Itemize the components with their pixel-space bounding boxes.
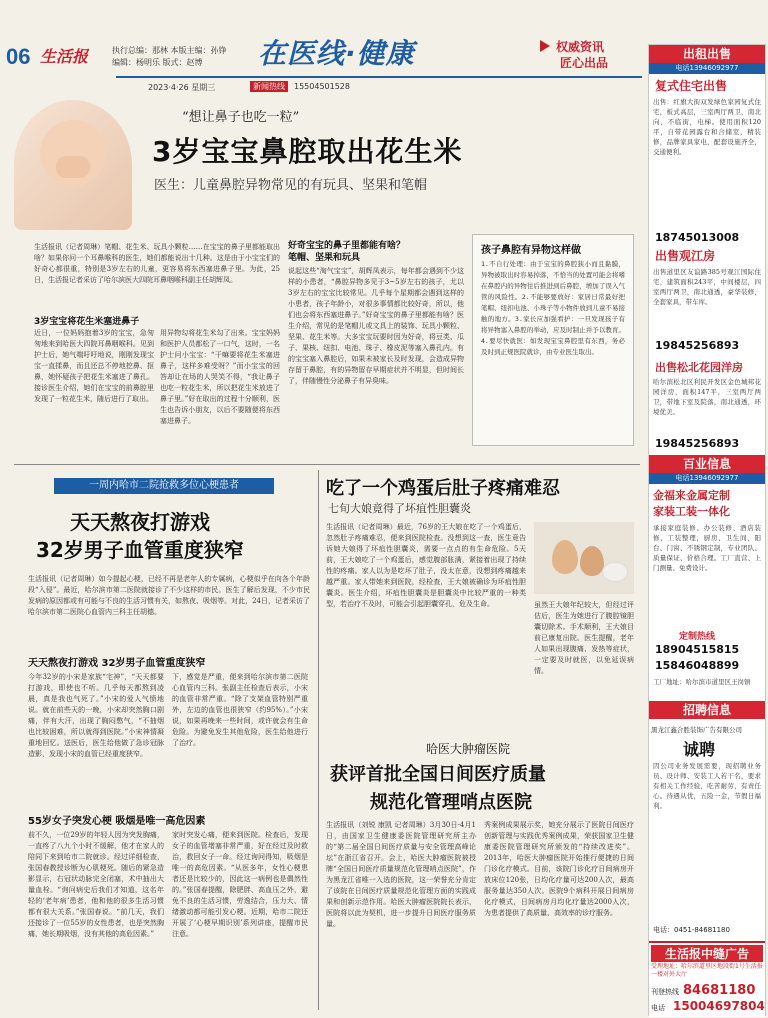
- story2-sub2: 55岁女子突发心梗 吸烟是唯一高危因素: [28, 816, 206, 827]
- divider-1: [14, 464, 640, 465]
- listing-1-title: 复式住宅出售: [655, 79, 728, 93]
- story1-q-title-1: 好奇宝宝的鼻子里都能有啥？: [288, 241, 406, 251]
- story2-body1: 今年32岁的小宋是家族“宅神”，“天天都要打游戏，即使也不听。几乎每天都熬到凌晨，真是我也气死了。”小宋的爱人气愤地说。就在前些天的一晚，小宋却突然胸口剧痛，伴有大汗，出现了胸闷憋气，“不抽烟也比较困难，所以就得到医院。”小宋神情凝重地回忆。送医后，医生给他做了急诊冠脉造影，发现小宋的血管已经重度狭窄。: [28, 673, 164, 758]
- story2-body2b: 家时突发心痛，便来到医院。检查后，发现女子的血管堵塞非常严重，好在经过及时救治，救回女子一命。经过询问得知，吸烟是唯一的高危因素。“从医多年，女性心梗患者还是比较少的，因此这一病例也是偶然性的。”张国春提醒，除肥胖、高血压之外，避免不良的生活习惯，劳逸结合，压力大、情绪激动都可能引发心梗。近期，哈市二院还开展了‘心梗早期识别’系列讲座，提醒市民注意。: [172, 831, 308, 938]
- business-phone-banner: 电话13946092977: [649, 473, 765, 484]
- story2-body2: 前不久，一位29岁的年轻人因为突发胸痛，一直疼了八九个小时不缓解，他才在家人的陪同下来到哈市二院就诊。经过详细检查，张国春教授诊断为心肌梗死。随后的紧急造影显示，右冠状动脉完全闭塞，术中抽出大量血栓。“询问病史后我们才知道，这名年轻的‘老年病’患者，他和他的很多生活习惯都有很大关系。”张国春说。“前几天，我们还接诊了一位55岁的女性患者，也是突然胸痛，她长期吸烟，没有其他的高危因素。”: [28, 831, 164, 938]
- story-tumor-hospital: [322, 736, 640, 1016]
- classifieds-column: [648, 44, 766, 1016]
- rent-sale-header: 出租出售: [649, 45, 765, 63]
- egg-yolk-icon: [602, 562, 628, 582]
- recruit-text: 因公司业务发展需要，现招聘业务员、设计师、安装工人若干名，要求有相关工作经验，吃苦耐劳，有责任心。待遇从优，五险一金，节假日福利。: [653, 762, 761, 810]
- child-hand: [56, 156, 90, 178]
- business-phone-1: 18904515815: [655, 643, 740, 656]
- story1-body2: 说起这些“淘气宝宝”，胡辉凤表示，每年都会遇到不少这样的小患者，“鼻腔异物多见于3~5岁左右的孩子，尤以3岁左右的宝宝比较常见。几乎每个星期都会遇到这样的小患者，孩子年龄小，对很多事情都比较好奇，所以，他们也会将东西塞进鼻子。”好奇宝宝的鼻子里都能有啥？医生介绍，常见的是笔帽儿或文具上的装饰、玩具小颗粒、坚果、花生米等。大多宝宝玩要时因为好奇，将豆类、瓜子、果核、纽扣、电池、珠子、橡皮泥等塞入鼻孔内。有的宝宝塞入鼻腔后，如果未被家长及时发现，会造成异物存留于鼻腔，有的异物留存早期症状并不明显，但时间长了，伴随慢性分泌鼻子有异臭味。: [288, 267, 464, 385]
- business-text: 承接家庭装修、办公装修、酒店装修、工装整理，厨房、卫生间、阳台、门窗、不锈钢定制，专业团队、质量保证、价格合理。工厂直营、上门测量、免费设计。: [653, 524, 761, 572]
- business-header: 百业信息: [649, 455, 765, 473]
- story1-body1b: 用异物勾将花生米勾了出来。宝宝妈妈和医护人员都松了一口气，这时，一名护士问小宝宝：“干嘛要将花生米塞进鼻子，这样多难受呀？”而小宝宝的回答却让在场的人哭笑不得，“我让鼻子也吃一粒花生米，所以把花生米放进了鼻子里。”好在取出的过程十分顺利，医生也告诉小朋友，以后不要随便将东西塞进鼻子。: [160, 329, 280, 425]
- story3-subhead: 七旬大娘竟得了坏疽性胆囊炎: [328, 502, 471, 515]
- slogan-line-2: 匠心出品: [560, 56, 609, 70]
- listing-1-phone: 18745013008: [655, 231, 740, 244]
- editors-line-1: 执行总编：那林 本版主编：孙铮: [112, 46, 227, 55]
- story1-headline: 3岁宝宝鼻腔取出花生米: [152, 135, 463, 168]
- egg-icon: [580, 546, 604, 576]
- business-address: 工厂地址：哈尔滨市道里区王岗镇: [653, 678, 751, 686]
- child-photo: [14, 100, 132, 230]
- story-heart-attack: [14, 468, 314, 1016]
- story1-body1: 近日，一位妈妈抱着3岁的宝宝，急匆匆地来到哈医大四院耳鼻咽喉科。见到护士后，她气喘吁吁地说，刚刚发现宝宝一直揉鼻，而且还总不停地挖鼻、抠鼻，她怀疑孩子把花生米塞进了鼻孔。接诊医生介绍，她们在宝宝的前鼻腔里发现了一粒花生米，随后进行了取出。: [34, 329, 154, 403]
- ad-phone-label-2: 电话: [651, 1004, 665, 1012]
- ad-address: 受理地址：哈尔滨道里区地段街1号生活报一楼对外大厅: [651, 963, 763, 978]
- listing-2-text: 出售道里区友谊路385号观江国际住宅，建筑面积243平，中间楼层，四室两厅两卫，南北通透，豪华装修，全套家具，带车库。: [653, 268, 761, 306]
- recruit-phone: 电话：0451-84681180: [653, 926, 730, 934]
- story1-kicker: “想让鼻子也吃一粒”: [182, 110, 300, 125]
- story3-body1: 生活报讯（记者周琳）最近，76岁的王大娘在吃了一个鸡蛋后，忽然肚子疼痛难忍，便来到医院检查。没想到这一查，医生竟告诉她大娘得了坏疽性胆囊炎，需要一点点的有生命危险。5天前，王大娘吃了一个鸡蛋后，感觉腹部胀满，紧接着出现了持续性的疼痛。家人以为是吃坏了肚子，没太在意，没想到疼痛越来越严重。家人带她来到医院，经检查，王大娘被确诊为坏疽性胆囊炎。医生介绍，坏疽性胆囊炎是胆囊炎中比较严重的一种类型，若治疗不及时，可能会引起胆囊穿孔，危及生命。: [326, 523, 526, 608]
- recruit-title: 诚聘: [683, 740, 716, 759]
- listing-3-phone: 19845256893: [655, 437, 740, 450]
- recruit-header: 招聘信息: [649, 701, 765, 719]
- divider-vertical: [318, 470, 319, 1010]
- page-number: 06: [6, 44, 31, 69]
- story2-headline-1: 天天熬夜打游戏: [70, 510, 210, 534]
- sidebar-box: [472, 234, 634, 446]
- business-sub: 定制热线: [679, 632, 716, 642]
- story1-lead: 生活报讯（记者周琳）笔帽、花生米、玩具小颗粒……在宝宝的鼻子里都能取出啥？如果你问一个耳鼻喉科的医生，她们都能说出十几种。这是由于小宝宝们的好奇心都很重，特别是3岁左右的儿童，更容易将东西塞进鼻子里。为此，25日，生活报记者采访了哈尔滨医大四院耳鼻咽喉科副主任胡辉凤。: [34, 243, 280, 284]
- business-phone-2: 15846048899: [655, 659, 740, 672]
- listing-1-text: 出售：红旗大街双发绿色家园复式住宅，板式高层，三室两厅两卫，南北向，不临街，电梯。使用面积120平，自带花园露台和合储室，精装修，品牌家具家电，配套设施齐全，交通便利。: [653, 98, 761, 156]
- story-egg: [322, 468, 640, 736]
- hotline-label: 新闻热线: [250, 81, 288, 92]
- date-bar: [116, 76, 642, 78]
- ad-phone-1: 84681180: [683, 983, 756, 998]
- egg-icon: [552, 540, 578, 574]
- story2-body1b: 下，感觉是严重，便来到哈尔滨市第二医院心血管内三科。张副主任检查后表示，小宋的血管非常严重。“除了支架血管特别严重外，左边的血管也很狭窄（约95%）。”小宋说，如果再晚来一些时间，或许就会有生命危险。为避免发生其他危险，医生给他进行了治疗。: [172, 673, 308, 747]
- story3-headline: 吃了一个鸡蛋后肚子疼痛难忍: [326, 478, 560, 499]
- story4-body1: 生活报讯（刘锐 康凯 记者周琳）3月30日-4月1日，由国家卫生健康委医院管理研究所主办的“第二届全国日间医疗质量与安全管理高峰论坛”在浙江省召开。会上，哈医大肿瘤医院被授牌“全国日间医疗质量规范化管理哨点医院”，作为黑龙江省唯一入选的医院，这一荣誉充分肯定了该院在日间医疗质量规范化管理方面的实践成果和创新示范作用。哈医大肿瘤医院院长表示，医院将以此为契机，进一步提升日间医疗服务质量。: [326, 821, 476, 928]
- brand-logo: 生活报: [40, 47, 89, 66]
- sidebar-text: 1.不自行处理：由于宝宝的鼻腔狭小而且黏膜，异物被取出时容易掉落，不恰当的处置可能会将嗜在鼻腔内的异物往后推进到后鼻腔，增加了误入气管的风险性。2.不能够要放好：家居日常最好把笔帽、纽扣电池、小珠子等小物件放到儿童不易接触的地方。3.家长应加强看护：一旦发现孩子有将异物塞入鼻腔的举动，应及时制止并予以教育。4.要尽快就医：如发现宝宝鼻腔里有东西，务必及时到正规医院就诊，由专业医生取出。: [481, 260, 625, 356]
- listing-2-phone: 19845256893: [655, 339, 740, 352]
- story2-lead: 生活报讯（记者周琳）如今提起心梗，已经不再是老年人的专属病，心梗似乎在向各个年龄段“入侵”。最近，哈尔滨市第二医院就接诊了不少这样的市民。医生了解后发现，不少市民发病的原因都或有可能与不良的生活习惯有关，如熬夜、吸烟等。对此，24日，记者采访了哈尔滨市第二医院心血管内三科主任胡德。: [28, 575, 310, 616]
- issue-date: 2023·4·26 星期三: [148, 83, 216, 92]
- story1-subhead: 医生：儿童鼻腔异物常见的有玩具、坚果和笔帽: [154, 178, 428, 193]
- slogan-icon: [540, 40, 550, 52]
- hotline-number: 15504501528: [294, 82, 350, 91]
- listing-2-title: 出售观江房: [655, 249, 716, 263]
- story3-body2: 虽然王大娘年纪较大，但经过评估后，医生为她进行了腹腔镜胆囊切除术。手术顺利，王大娘目前已康复出院。医生提醒，老年人如果出现腹痛、发热等症状，一定要及时就医，以免延误病情。: [534, 601, 634, 675]
- classified-ad-box: [649, 941, 765, 1017]
- listing-3-title: 出售松北花园洋房: [655, 361, 743, 374]
- business-title-2: 家装工装一体化: [653, 505, 730, 518]
- editors-line-2: 编辑：杨明乐 版式：赵博: [112, 58, 203, 67]
- story1-sub1: 3岁宝宝将花生米塞进鼻子: [34, 317, 140, 327]
- story4-headline-1: 获评首批全国日间医疗质量: [330, 764, 546, 785]
- recruit-company: 黑龙江鑫合胜装饰广告有限公司: [651, 726, 742, 734]
- story-nose-peanut: [14, 92, 640, 462]
- ad-phone-label-1: 刊登热线: [651, 988, 679, 996]
- listing-3-text: 哈尔滨松北区利民开发区金色城邦花园洋房，面积147平，三室两厅两卫，带地下室及院落，南北通透，环境优美。: [653, 378, 761, 416]
- story1-q-title-2: 笔帽、坚果和玩具: [288, 253, 361, 263]
- sidebar-title: 孩子鼻腔有异物这样做: [481, 245, 581, 256]
- story4-headline-2: 规范化管理哨点医院: [370, 792, 532, 813]
- section-title: 在医线·健康: [258, 37, 415, 70]
- egg-photo: [534, 522, 634, 594]
- story4-kicker: 哈医大肿瘤医院: [426, 742, 511, 756]
- ad-phone-2: 15004697804: [673, 999, 765, 1013]
- story4-body2: 秀案例成果展示奖，她充分展示了医院日间医疗创新管理与实践优秀案例成果，荣获国家卫生健康委医院管理研究所颁发的“持续改进奖”。2013年，哈医大肿瘤医院开始推行便捷的日间门诊化疗模式。目前，该院门诊化疗日间病房开放床位120张，日均化疗量可达200人次，最高服务量达350人次。医院9个病科开展日间病房化疗模式，日间病房月均化疗量达2000人次，为患者提供了高质量、高效率的诊疗服务。: [484, 821, 634, 917]
- rent-sale-phone-banner: 电话13946092977: [649, 63, 765, 74]
- ad-title: 生活报中缝广告: [651, 945, 763, 962]
- story2-banner: 一周内哈市二院抢救多位心梗患者: [54, 478, 274, 494]
- slogan-line-1: 权威资讯: [556, 40, 605, 54]
- business-title-1: 金福来金属定制: [653, 489, 730, 502]
- story2-sub1: 天天熬夜打游戏 32岁男子血管重度狭窄: [28, 658, 206, 669]
- story2-headline-2: 32岁男子血管重度狭窄: [36, 538, 244, 562]
